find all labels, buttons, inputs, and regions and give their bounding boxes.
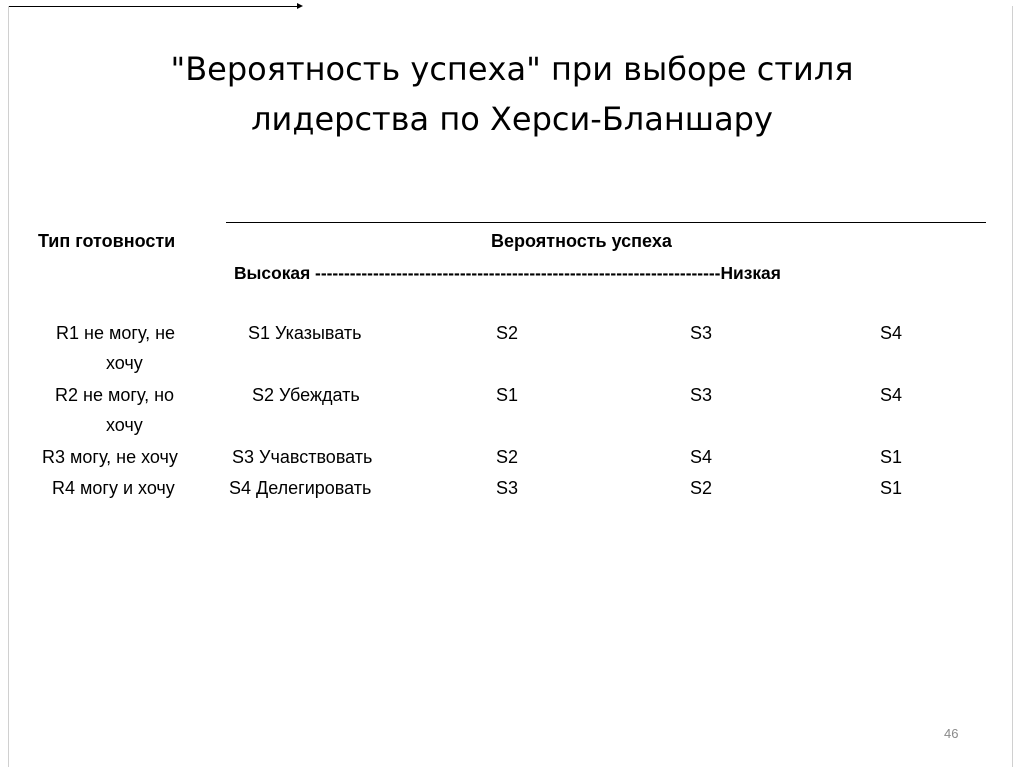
style-cell: S4 Делегировать [229,478,372,498]
style-cell-3: S3 [690,385,713,405]
style-cell-3: S3 [690,323,713,343]
style-cell: S3 Учавствовать [232,447,373,467]
style-cell-4: S4 [880,323,903,343]
readiness-cell: R1 не могу, не [56,323,176,343]
slide-title [60,44,964,144]
success-probability-header: Вероятность успеха [491,231,672,251]
page-number: 46 [944,726,959,741]
style-cell-3: S2 [690,478,713,498]
left-border [8,6,9,767]
readiness-cell-cont: хочу [106,415,143,435]
style-cell-2: S1 [496,385,519,405]
readiness-cell: R3 могу, не хочу [42,447,178,467]
right-border [1012,6,1013,767]
readiness-cell: R2 не могу, но [55,385,175,405]
readiness-cell-cont: хочу [106,353,143,373]
readiness-cell: R4 могу и хочу [52,478,175,498]
probability-scale: Высокая ----------------------------------------------------------------------Низкая [234,263,781,283]
style-cell-2: S2 [496,447,519,467]
style-cell-4: S1 [880,447,903,467]
style-cell-3: S4 [690,447,713,467]
style-cell-2: S2 [496,323,519,343]
readiness-type-header: Тип готовности [38,231,176,251]
style-cell: S2 Убеждать [252,385,360,405]
top-border-arrow [8,6,300,7]
style-cell-4: S4 [880,385,903,405]
style-cell: S1 Указывать [248,323,362,343]
style-cell-2: S3 [496,478,519,498]
title-line-2: лидерства по Херси-Бланшару [251,100,773,138]
header-rule [226,222,986,223]
title-line-1: "Вероятность успеха" при выборе стиля [170,50,854,88]
style-cell-4: S1 [880,478,903,498]
